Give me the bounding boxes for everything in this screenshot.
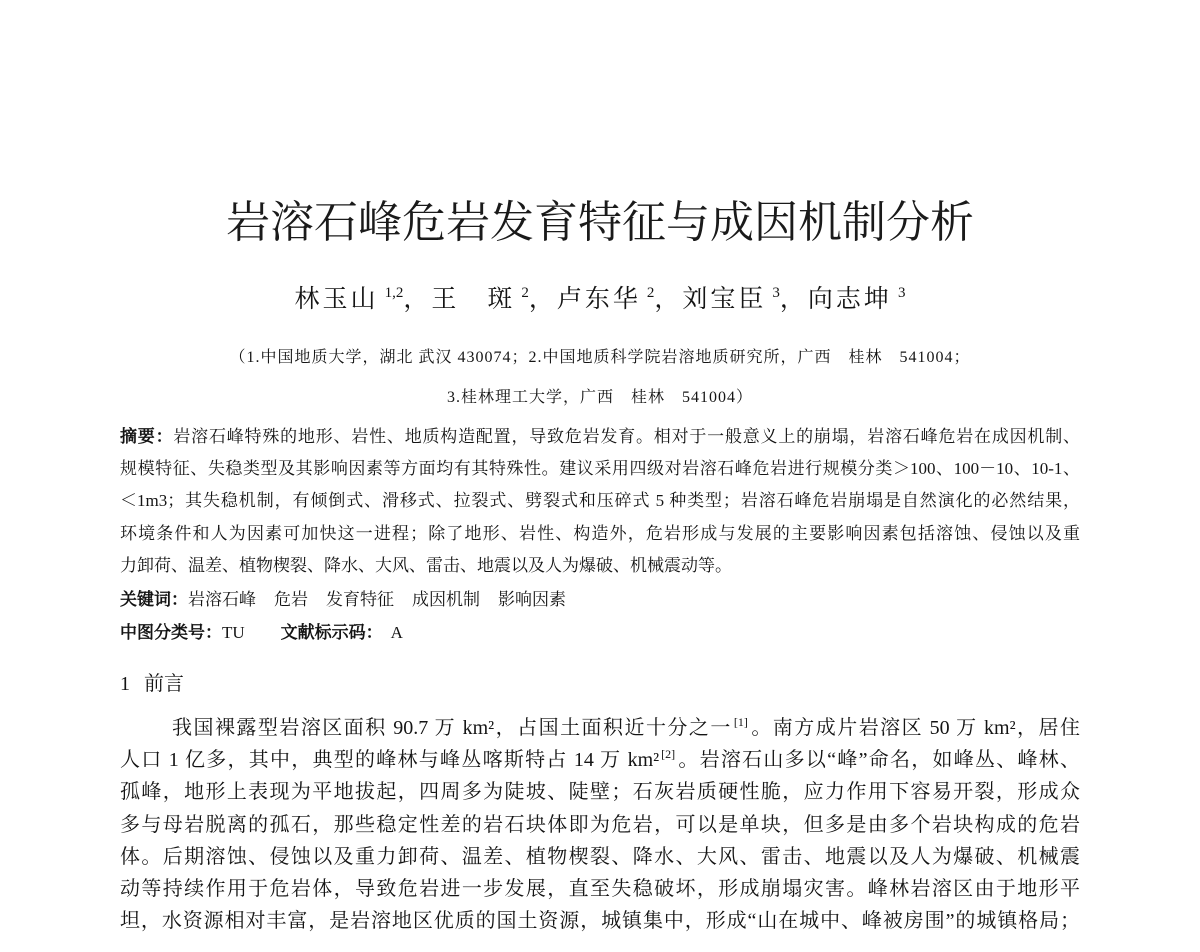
author-separator: ， [654, 286, 683, 313]
abstract-text: 岩溶石峰特殊的地形、岩性、地质构造配置，导致危岩发育。相对于一般意义上的崩塌，岩溶石峰危岩在成因机制、 [173, 427, 1081, 446]
author-affiliation-sup: 2 [646, 285, 655, 301]
clc-value: TU [222, 623, 245, 642]
abstract-line: 规模特征、失稳类型及其影响因素等方面均有其特殊性。建议采用四级对岩溶石峰危岩进行规模分类＞100、100－10、10-1、 [120, 459, 1080, 479]
classification-line [120, 617, 403, 649]
body-line [120, 712, 1080, 744]
author-separator: ， [403, 286, 432, 313]
author-separator: ， [779, 286, 808, 313]
keywords [120, 584, 584, 616]
affiliation-line: 3.桂林理工大学，广西 桂林 541004） [446, 389, 753, 406]
section-title: 前言 [144, 673, 184, 695]
body-line [120, 744, 1080, 776]
keyword: 影响因素 [498, 590, 566, 609]
abstract-line [120, 421, 1080, 453]
body-text: 人口 1 亿多，其中，典型的峰林与峰丛喀斯特占 14 万 km² [120, 749, 660, 772]
body-text: 。岩溶石山多以“峰”命名，如峰丛、峰林、 [677, 749, 1080, 772]
doc-code-value: A [390, 623, 403, 642]
keyword: 成因机制 [412, 590, 480, 609]
abstract-label: 摘要： [120, 427, 174, 447]
body-line: 动等持续作用于危岩体，导致危岩进一步发展，直至失稳破坏，形成崩塌灾害。峰林岩溶区由于地形平 [120, 878, 1080, 901]
abstract-line: 力卸荷、温差、植物楔裂、降水、大风、雷击、地震以及人为爆破、机械震动等。 [120, 555, 732, 575]
author-name: 向志坤 [807, 286, 892, 313]
author-name: 林玉山 [294, 286, 379, 313]
author-separator: ， [528, 286, 557, 313]
keyword: 发育特征 [326, 590, 394, 609]
citation-marker: [2] [661, 747, 676, 762]
keywords-label: 关键词： [120, 590, 188, 610]
body-line: 多与母岩脱离的孤石，那些稳定性差的岩石块体即为危岩，可以是单块，但多是由多个岩块构成的危岩 [120, 813, 1080, 836]
section-heading [120, 671, 184, 697]
keyword: 岩溶石峰 [188, 590, 256, 609]
author-name: 卢东华 [556, 286, 641, 313]
author-affiliation-sup: 2 [521, 285, 529, 301]
author-name: 刘宝臣 [682, 286, 767, 313]
abstract [120, 421, 1080, 582]
body-line: 坦，水资源相对丰富，是岩溶地区优质的国土资源，城镇集中，形成“山在城中、峰被房围”的城镇格局； [120, 910, 1080, 933]
abstract-line: ＜1m3；其失稳机制，有倾倒式、滑移式、拉裂式、劈裂式和压碎式 5 种类型；岩溶石峰危岩崩塌是自然演化的必然结果， [120, 491, 1080, 511]
author-name: 王 斑 [431, 286, 516, 313]
author-affiliation-sup: 1,2 [384, 285, 404, 301]
abstract-line: 环境条件和人为因素可加快这一进程；除了地形、岩性、构造外，危岩形成与发展的主要影响因素包括溶蚀、侵蚀以及重 [120, 523, 1080, 543]
author-list [0, 285, 1200, 315]
body-line: 孤峰，地形上表现为平地拔起，四周多为陡坡、陡壁；石灰岩质硬性脆，应力作用下容易开裂，形成众 [120, 781, 1080, 804]
keyword: 危岩 [274, 590, 308, 609]
section-number: 1 [120, 673, 130, 695]
citation-marker: [1] [733, 715, 748, 729]
body-text: 。南方成片岩溶区 50 万 km²，居住 [749, 717, 1080, 739]
body-paragraph [120, 712, 1080, 937]
body-text: 我国裸露型岩溶区面积 90.7 万 km²，占国土面积近十分之一 [172, 717, 732, 739]
author-affiliation-sup: 3 [772, 285, 780, 301]
clc-label: 中图分类号： [120, 623, 222, 643]
paper-title: 岩溶石峰危岩发育特征与成因机制分析 [226, 197, 974, 248]
doc-code-label: 文献标示码： [280, 623, 383, 643]
author-affiliation-sup: 3 [897, 285, 906, 301]
body-line: 体。后期溶蚀、侵蚀以及重力卸荷、温差、植物楔裂、降水、大风、雷击、地震以及人为爆破、机械震 [120, 845, 1080, 868]
affiliation-line: （1.中国地质大学，湖北 武汉 430074；2.中国地质科学院岩溶地质研究所，广西 桂林 541004； [229, 349, 971, 366]
